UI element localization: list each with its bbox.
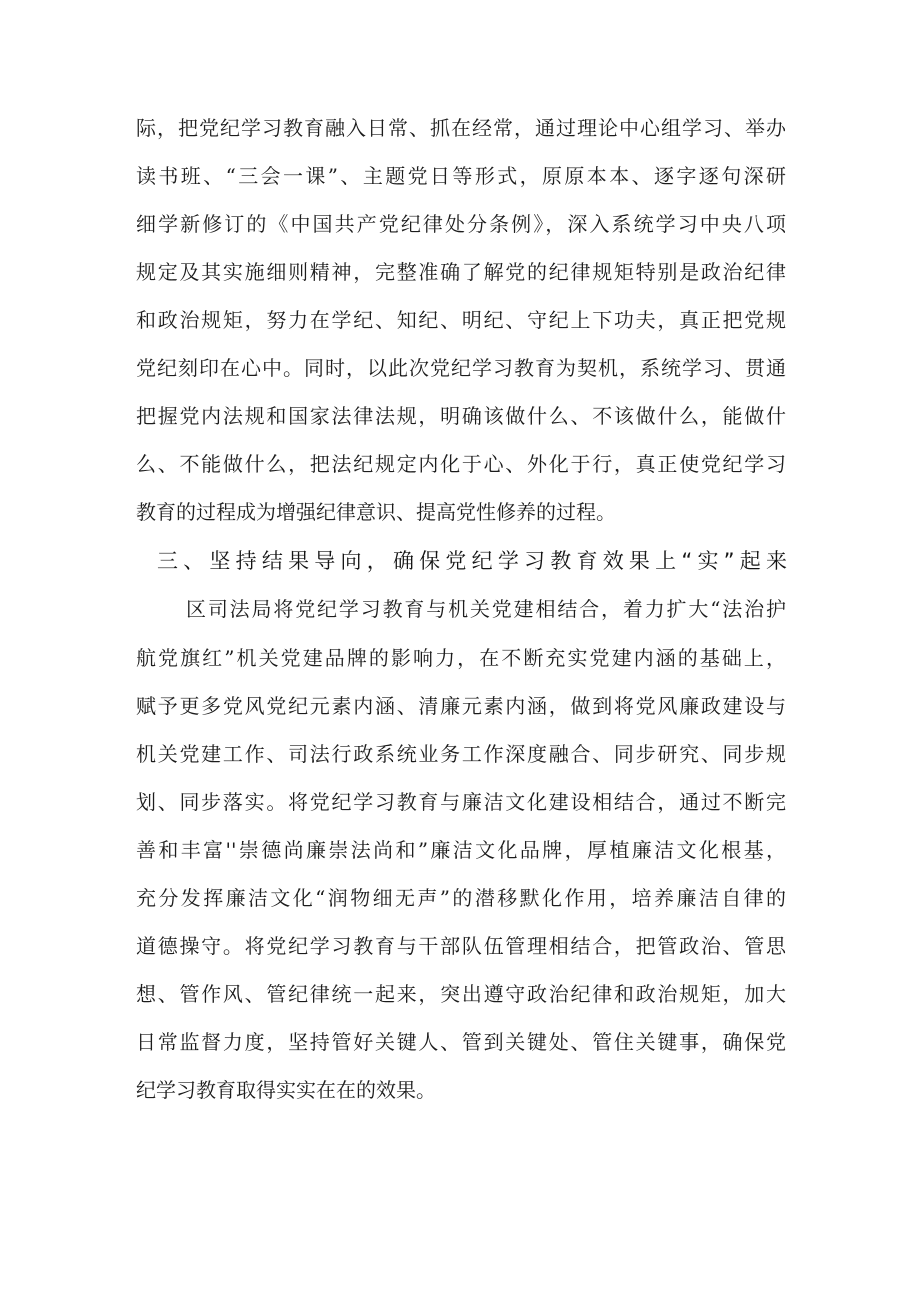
body-line: 善和丰富''崇德尚廉崇法尚和”廉洁文化品牌，厚植廉洁文化根基， bbox=[136, 838, 786, 862]
body-line: 么、不能做什么，把法纪规定内化于心、外化于行，真正使党纪学习 bbox=[136, 452, 786, 476]
body-line: 日常监督力度，坚持管好关键人、管到关键处、管住关键事，确保党 bbox=[136, 1030, 786, 1054]
body-line: 际，把党纪学习教育融入日常、抓在经常，通过理论中心组学习、举办 bbox=[136, 116, 786, 140]
body-line: 教育的过程成为增强纪律意识、提高党性修养的过程。 bbox=[136, 500, 616, 524]
body-line: 党纪刻印在心中。同时，以此次党纪学习教育为契机，系统学习、贯通 bbox=[136, 356, 786, 380]
body-line: 规定及其实施细则精神，完整准确了解党的纪律规矩特别是政治纪律 bbox=[136, 260, 786, 284]
body-line: 把握党内法规和国家法律法规，明确该做什么、不该做什么，能做什 bbox=[136, 404, 786, 428]
section-heading: 三、坚持结果导向，确保党纪学习教育效果上“实”起来 bbox=[157, 549, 787, 573]
body-line: 读书班、“三会一课”、主题党日等形式，原原本本、逐字逐句深研 bbox=[136, 164, 786, 188]
body-line: 区司法局将党纪学习教育与机关党建相结合，着力扩大“法治护 bbox=[186, 597, 786, 621]
body-line: 航党旗红”机关党建品牌的影响力，在不断充实党建内涵的基础上， bbox=[136, 646, 786, 670]
body-line: 和政治规矩，努力在学纪、知纪、明纪、守纪上下功夫，真正把党规 bbox=[136, 308, 786, 332]
body-line: 纪学习教育取得实实在在的效果。 bbox=[136, 1078, 436, 1102]
body-line: 细学新修订的《中国共产党纪律处分条例》，深入系统学习中央八项 bbox=[136, 212, 786, 236]
body-line: 划、同步落实。将党纪学习教育与廉洁文化建设相结合，通过不断完 bbox=[136, 790, 786, 814]
body-line: 道德操守。将党纪学习教育与干部队伍管理相结合，把管政治、管思 bbox=[136, 934, 786, 958]
body-line: 想、管作风、管纪律统一起来，突出遵守政治纪律和政治规矩，加大 bbox=[136, 982, 786, 1006]
body-line: 机关党建工作、司法行政系统业务工作深度融合、同步研究、同步规 bbox=[136, 742, 786, 766]
body-line: 充分发挥廉洁文化“润物细无声”的潜移默化作用，培养廉洁自律的 bbox=[136, 886, 786, 910]
body-line: 赋予更多党风党纪元素内涵、清廉元素内涵，做到将党风廉政建设与 bbox=[136, 694, 786, 718]
